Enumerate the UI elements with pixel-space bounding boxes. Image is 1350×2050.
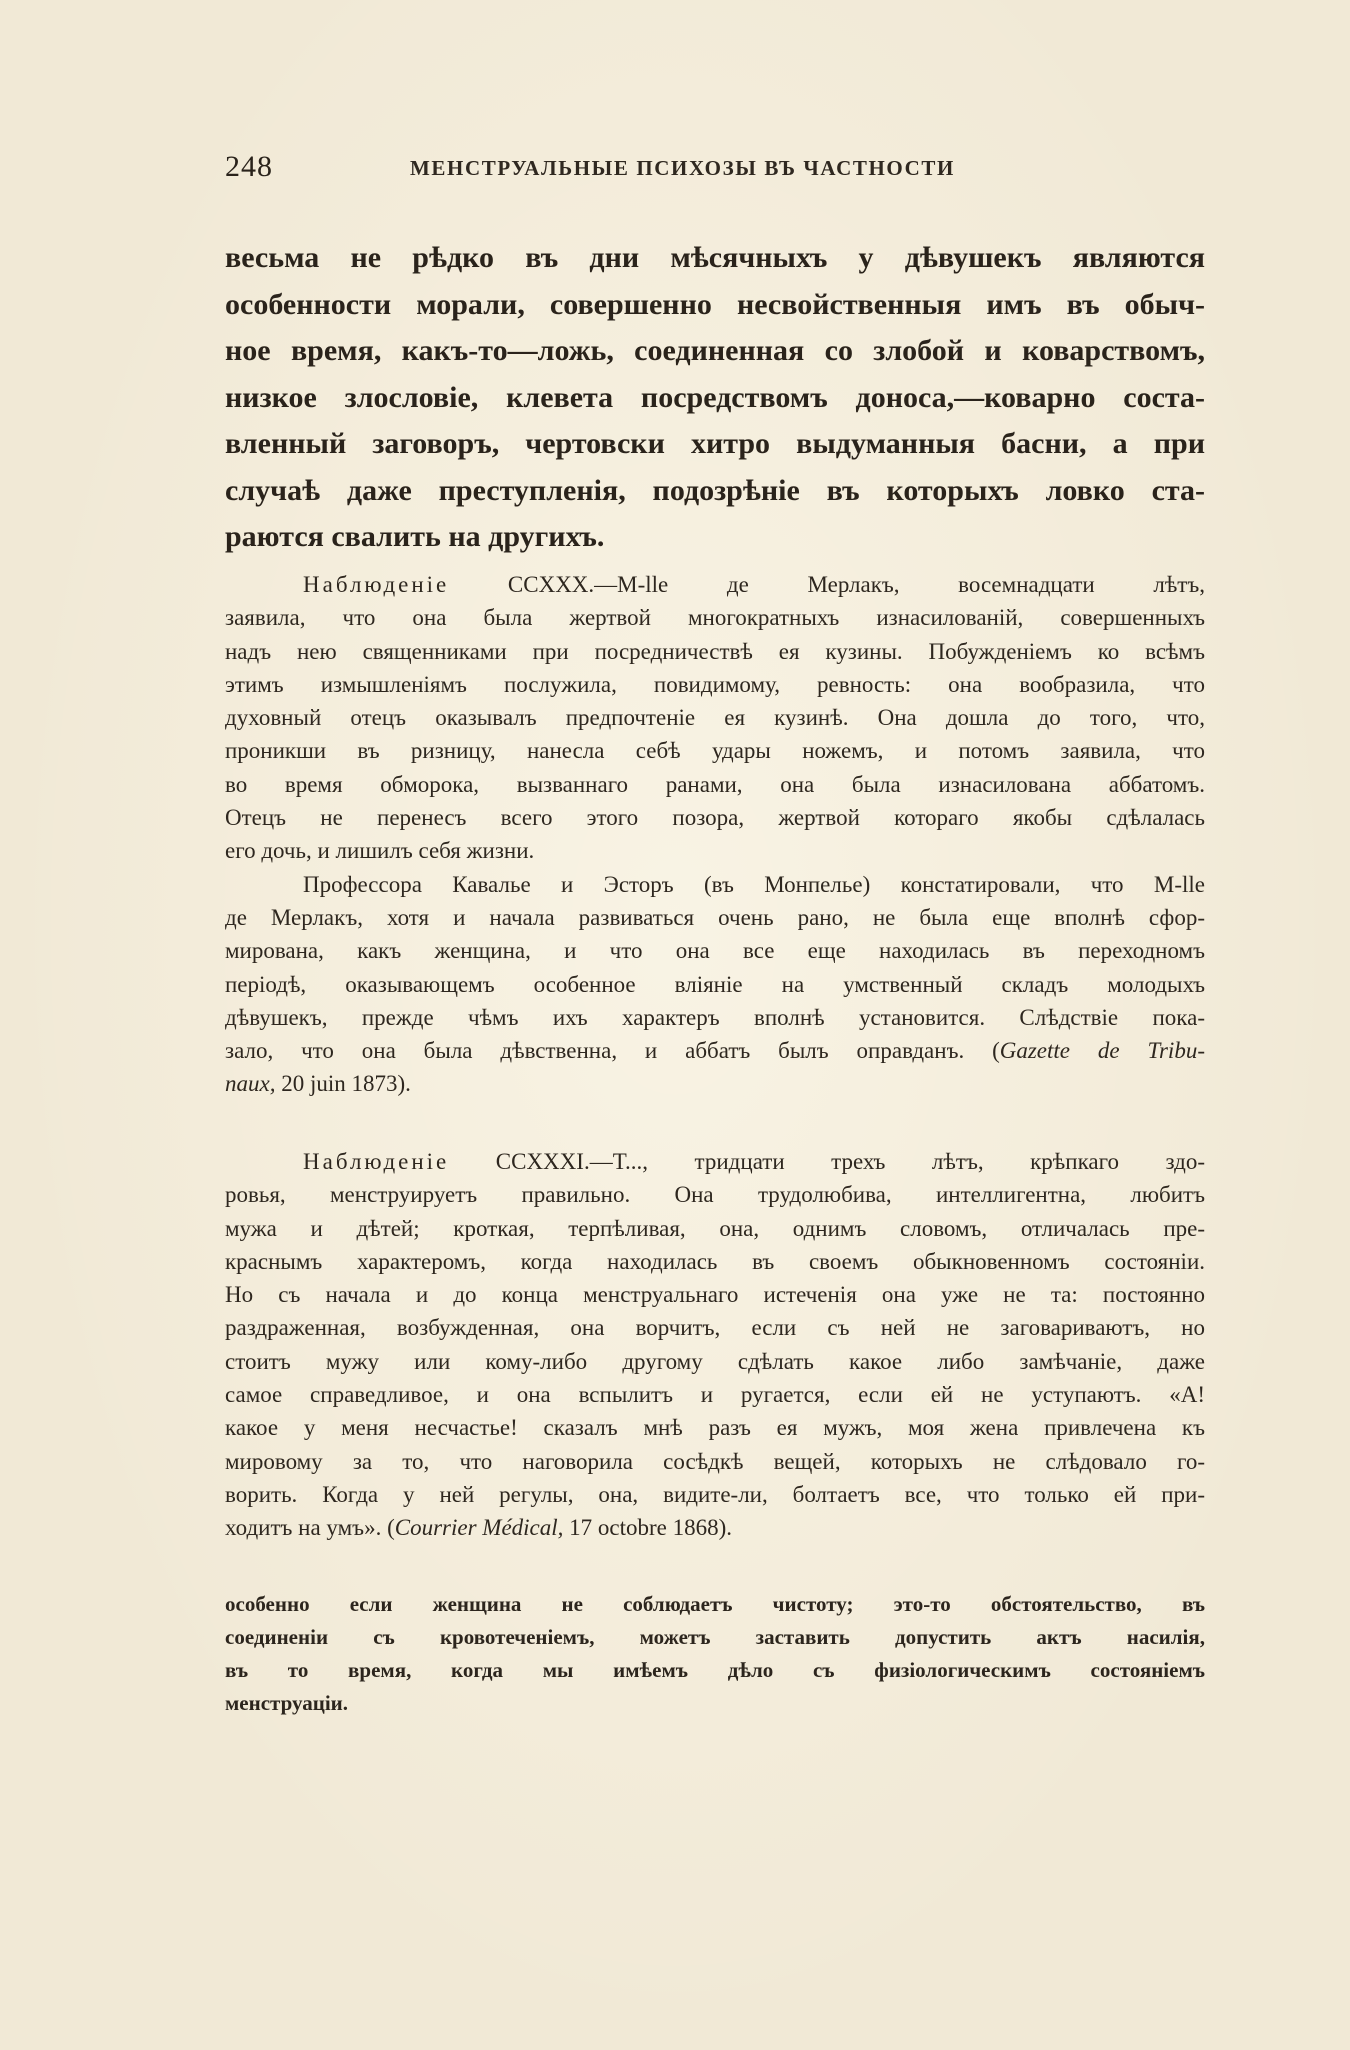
citation-lead: ходитъ на умъ». (	[225, 1515, 395, 1541]
text-line: раздраженная, возбужденная, она ворчитъ, если съ ней не заговариваютъ, но	[225, 1315, 1205, 1341]
text-line: ворить. Когда у ней регулы, она, видите-ли, болтаетъ все, что только ей при-	[225, 1481, 1205, 1507]
observation-heading-text: CCXXXI.—T..., тридцати трехъ лѣтъ, крѣпкаго здо-	[449, 1149, 1205, 1174]
text-line: Отецъ не перенесъ всего этого позора, жертвой котораго якобы сдѣлалась	[225, 805, 1205, 831]
main-paragraph	[225, 235, 1205, 561]
observation-label: Наблюденіе	[303, 572, 450, 597]
citation-source: Courrier Médical,	[394, 1515, 564, 1541]
text-line: весьма не рѣдко въ дни мѣсячныхъ у дѣвушекъ являются	[225, 241, 1205, 274]
text-line: этимъ измышленіямъ послужила, повидимому, ревность: она вообразила, что	[225, 671, 1205, 697]
observation-heading-line	[225, 1145, 1205, 1178]
text-line: Профессора Кавалье и Эсторъ (въ Монпелье) констатировали, что M-lle	[303, 871, 1205, 897]
text-line: періодѣ, оказывающемъ особенное вліяніе на умственный складъ молодыхъ	[225, 971, 1205, 997]
observation-230	[225, 568, 1205, 1101]
text-line: во время обморока, вызваннаго ранами, она была изнасилована аббатомъ.	[225, 771, 1205, 797]
citation-source: Gazette de Tribu-	[999, 1038, 1205, 1064]
text-line: случаѣ даже преступленія, подозрѣніе въ которыхъ ловко ста-	[225, 473, 1205, 507]
text-line: заявила, что она была жертвой многократныхъ изнасилованій, совершенныхъ	[225, 605, 1205, 631]
text-line: какое у меня несчастье! сказалъ мнѣ разъ ея мужъ, моя жена привлечена къ	[225, 1415, 1205, 1441]
text-line: мирована, какъ женщина, и что она все еще находилась въ переходномъ	[225, 938, 1205, 964]
text-line: ное время, какъ-то—ложь, соединенная со злобой и коварствомъ,	[225, 334, 1205, 367]
observation-heading-line	[225, 568, 1205, 601]
footnote-line: соединеніи съ кровотеченіемъ, можетъ заставить допустить актъ насилія,	[225, 1625, 1205, 1649]
citation-source-cont: naux,	[225, 1071, 276, 1097]
citation-line	[225, 1511, 1205, 1544]
text-line: ровья, менструируетъ правильно. Она трудолюбива, интеллигентна, любитъ	[225, 1182, 1205, 1208]
text-line: краснымъ характеромъ, когда находилась въ своемъ обыкновенномъ состояніи.	[225, 1248, 1205, 1274]
page-header	[225, 150, 1025, 190]
citation-date: 17 octobre 1868).	[563, 1515, 733, 1541]
text-line: надъ нею священниками при посредничествѣ ея кузины. Побужденіемъ ко всѣмъ	[225, 638, 1205, 664]
observation-heading-text: CCXXX.—M-lle де Мерлакъ, восемнадцати лѣтъ,	[449, 572, 1205, 597]
text-line: проникши въ ризницу, нанесла себѣ удары ножемъ, и потомъ заявила, что	[225, 738, 1205, 764]
text-line: мировому за то, что наговорила сосѣдкѣ вещей, которыхъ не слѣдовало го-	[225, 1448, 1205, 1474]
text-line: духовный отецъ оказывалъ предпочтеніе ея кузинѣ. Она дошла до того, что,	[225, 705, 1205, 731]
text-line: мужа и дѣтей; кроткая, терпѣливая, она, однимъ словомъ, отличалась пре-	[225, 1215, 1205, 1241]
text-line: стоитъ мужу или кому-либо другому сдѣлать какое либо замѣчаніе, даже	[225, 1348, 1205, 1374]
footnote	[225, 1588, 1205, 1720]
observation-label: Наблюденіе	[303, 1149, 450, 1174]
text-line: вленный заговоръ, чертовски хитро выдуманныя басни, а при	[225, 427, 1205, 460]
text-line: низкое злословіе, клевета посредствомъ доноса,—коварно соста-	[225, 380, 1205, 414]
text-line: дѣвушекъ, прежде чѣмъ ихъ характеръ вполнѣ установится. Слѣдствіе пока-	[225, 1004, 1205, 1030]
running-title: МЕНСТРУАЛЬНЫЕ ПСИХОЗЫ ВЪ ЧАСТНОСТИ	[410, 156, 955, 180]
footnote-line: въ то время, когда мы имѣемъ дѣло съ физіологическимъ состояніемъ	[225, 1658, 1205, 1682]
page-number: 248	[225, 150, 273, 183]
footnote-line: особенно если женщина не соблюдаетъ чистоту; это-то обстоятельство, въ	[225, 1592, 1205, 1616]
citation-date: 20 juin 1873).	[275, 1071, 411, 1097]
text-line: де Мерлакъ, хотя и начала развиваться очень рано, не была еще вполнѣ сфор-	[225, 904, 1205, 930]
text-line: раются свалить на другихъ.	[225, 520, 605, 553]
footnote-line: менструаціи.	[225, 1691, 349, 1715]
text-line: его дочь, и лишилъ себя жизни.	[225, 838, 535, 864]
text-line: Но съ начала и до конца менструальнаго истеченія она уже не та: постоянно	[225, 1282, 1205, 1308]
text-line: особенности морали, совершенно несвойственныя имъ въ обыч-	[225, 287, 1205, 321]
observation-231	[225, 1145, 1205, 1545]
citation-lead: зало, что она была дѣвственна, и аббатъ былъ оправданъ. (	[225, 1038, 1000, 1064]
citation-line	[225, 1034, 1205, 1067]
text-line: самое справедливое, и она вспылитъ и ругается, если ей не уступаютъ. «А!	[225, 1382, 1205, 1408]
citation-line	[225, 1067, 1205, 1100]
